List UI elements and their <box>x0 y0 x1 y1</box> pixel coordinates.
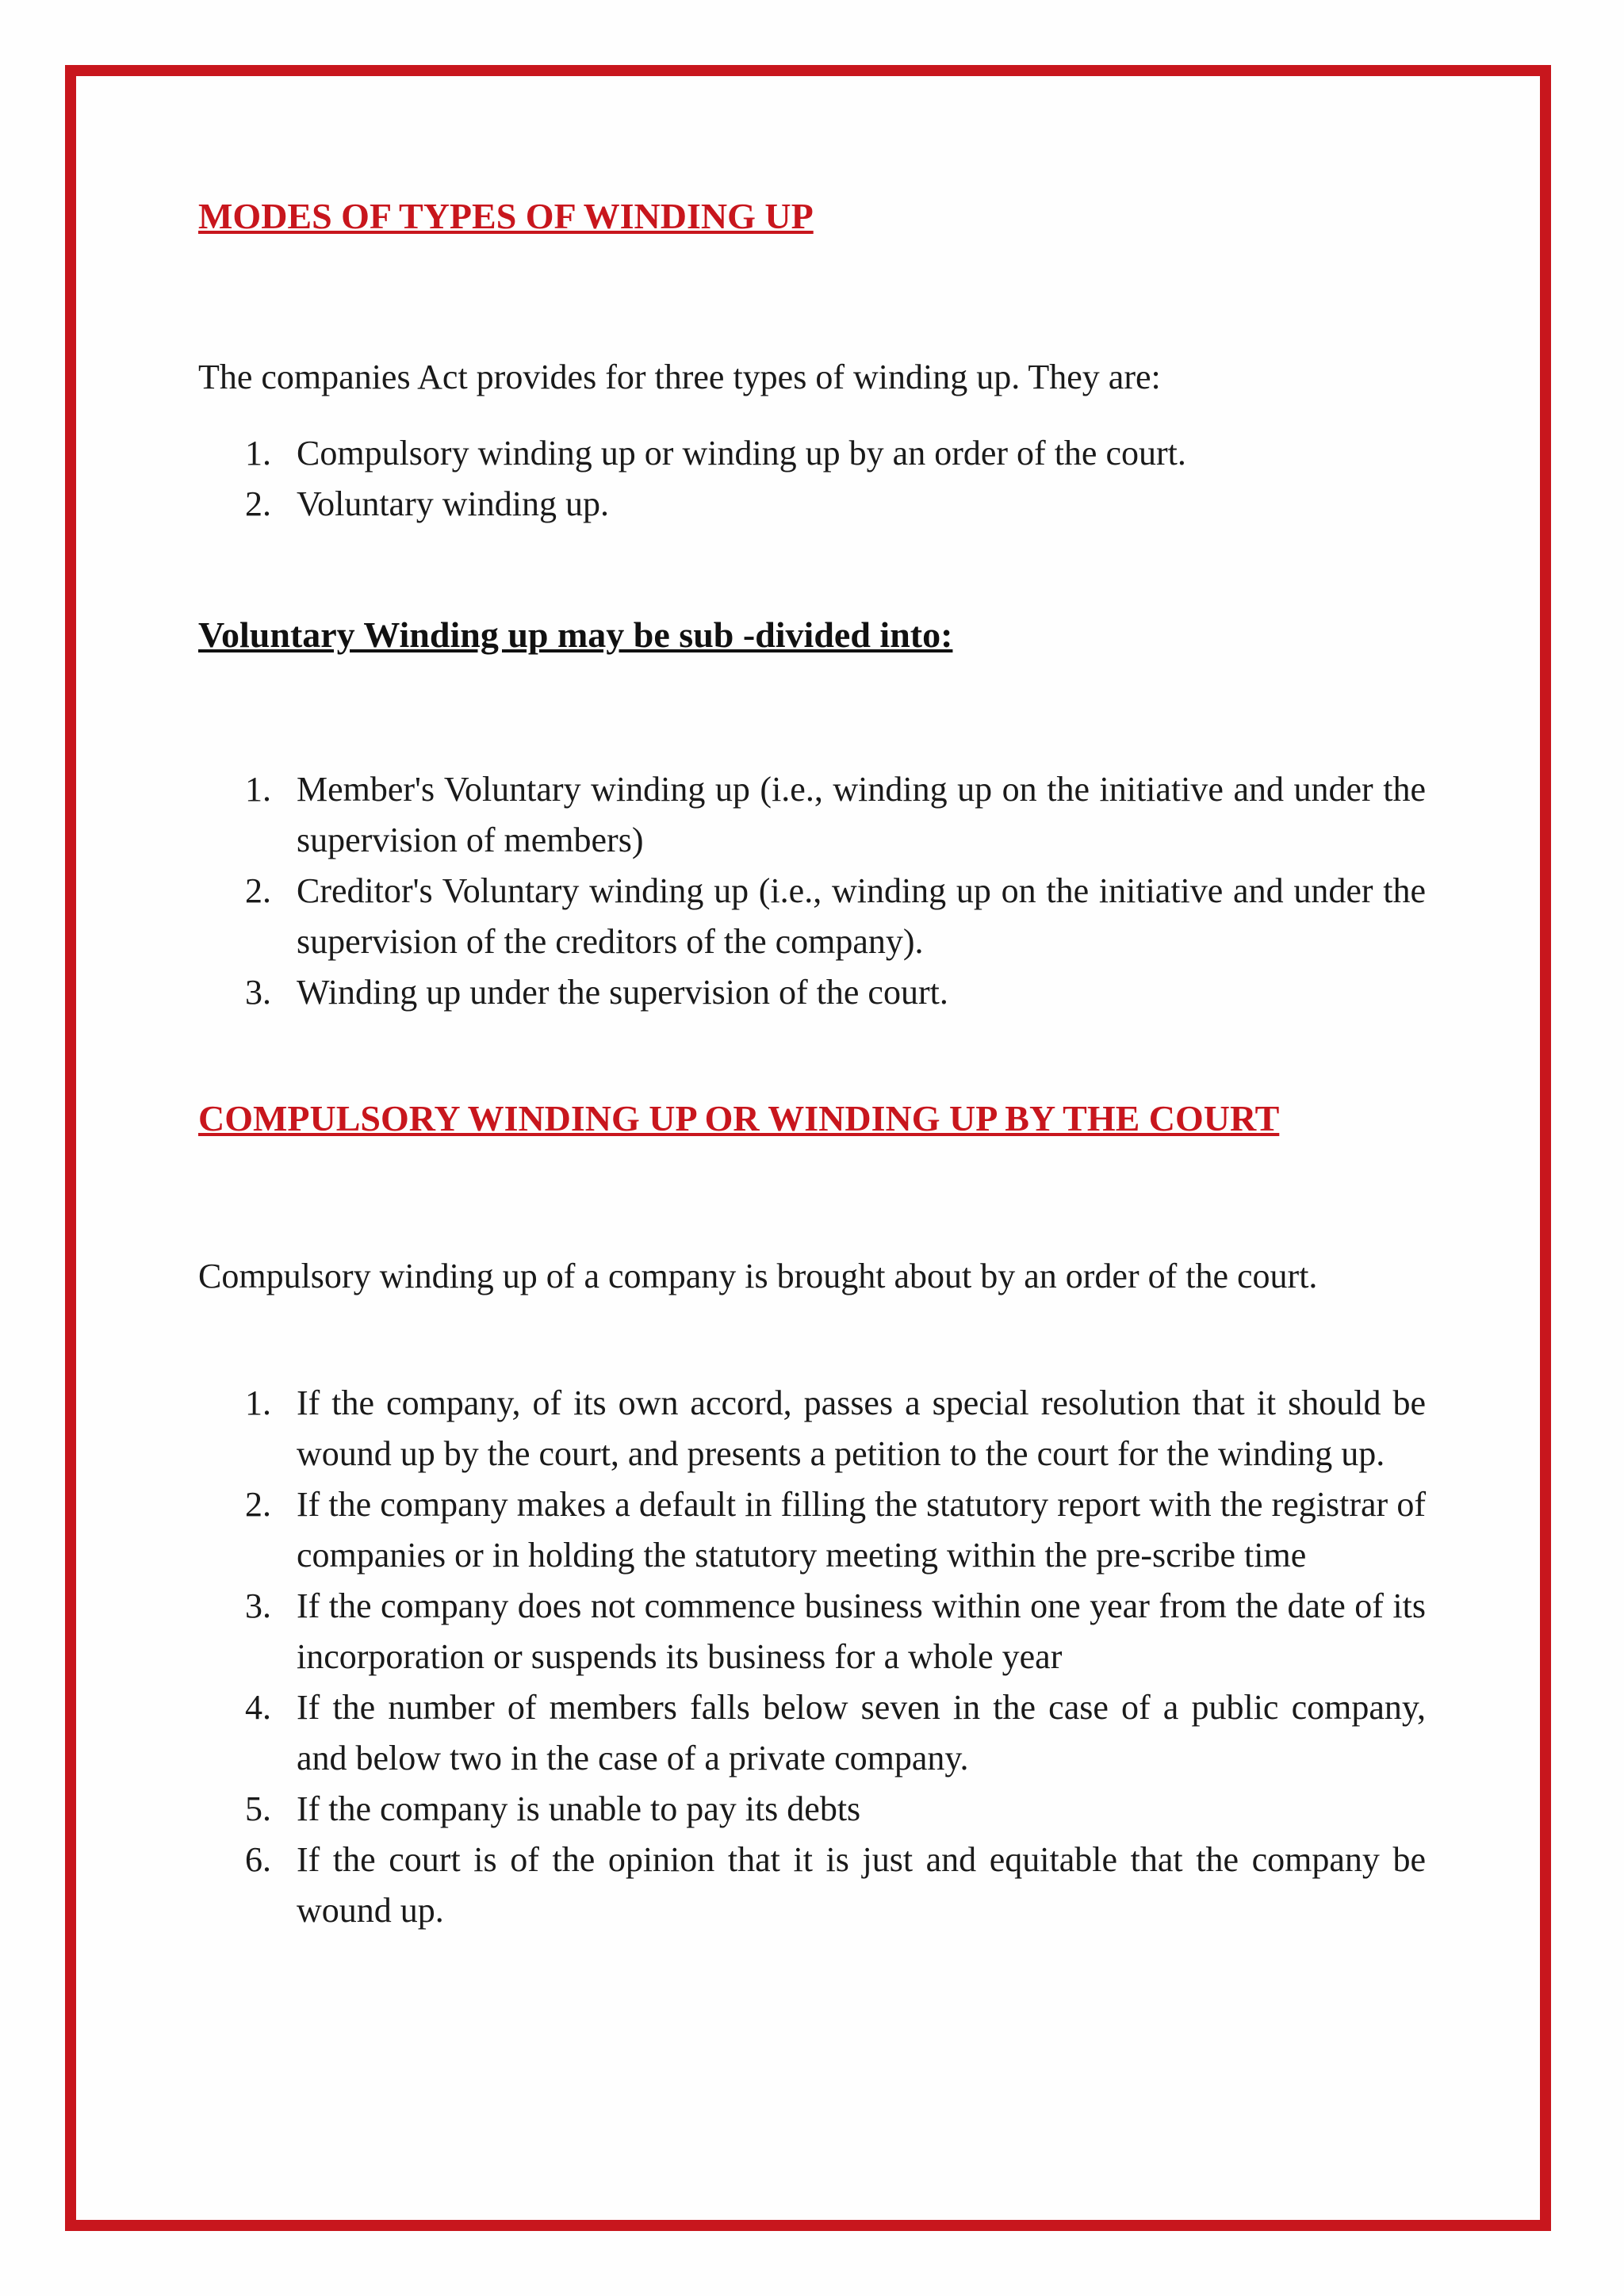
section-heading-voluntary: Voluntary Winding up may be sub -divided into: <box>198 614 953 655</box>
compulsory-intro-paragraph: Compulsory winding up of a company is brought about by an order of the court. <box>198 1257 1318 1295</box>
list-item: 1. If the company, of its own accord, passes a special resolution that it should be wound up by the court, and presents a petition to the court for the winding up. <box>245 1383 1426 1473</box>
list-item: 4. If the number of members falls below seven in the case of a public company, and below two in the case of a private company. <box>245 1688 1426 1777</box>
winding-up-types-list <box>198 428 1426 530</box>
list-item: 3. If the company does not commence business within one year from the date of its incorporation or suspends its business for a whole year <box>245 1586 1426 1676</box>
intro-paragraph: The companies Act provides for three types of winding up. They are: <box>198 358 1161 396</box>
list-item: 2. Voluntary winding up. <box>245 484 609 523</box>
list-item: 3. Winding up under the supervision of the court. <box>245 973 948 1012</box>
list-item: 2. If the company makes a default in filling the statutory report with the registrar of companies or in holding the statutory meeting within the pre-scribe time <box>245 1485 1426 1575</box>
list-item: 2. Creditor's Voluntary winding up (i.e., winding up on the initiative and under the supervision of the creditors of the company). <box>245 871 1426 961</box>
list-item: 1. Compulsory winding up or winding up by an order of the court. <box>245 434 1186 473</box>
section-heading-compulsory: COMPULSORY WINDING UP OR WINDING UP BY THE COURT <box>198 1098 1280 1138</box>
list-item: 5. If the company is unable to pay its debts <box>245 1789 861 1828</box>
section-heading-modes: MODES OF TYPES OF WINDING UP <box>198 196 814 236</box>
list-item: 6. If the court is of the opinion that it is just and equitable that the company be wound up. <box>245 1840 1426 1930</box>
list-item: 1. Member's Voluntary winding up (i.e., winding up on the initiative and under the supervision of members) <box>245 770 1426 859</box>
compulsory-grounds-list <box>198 1378 1426 1936</box>
voluntary-subdivision-list <box>198 764 1426 1018</box>
